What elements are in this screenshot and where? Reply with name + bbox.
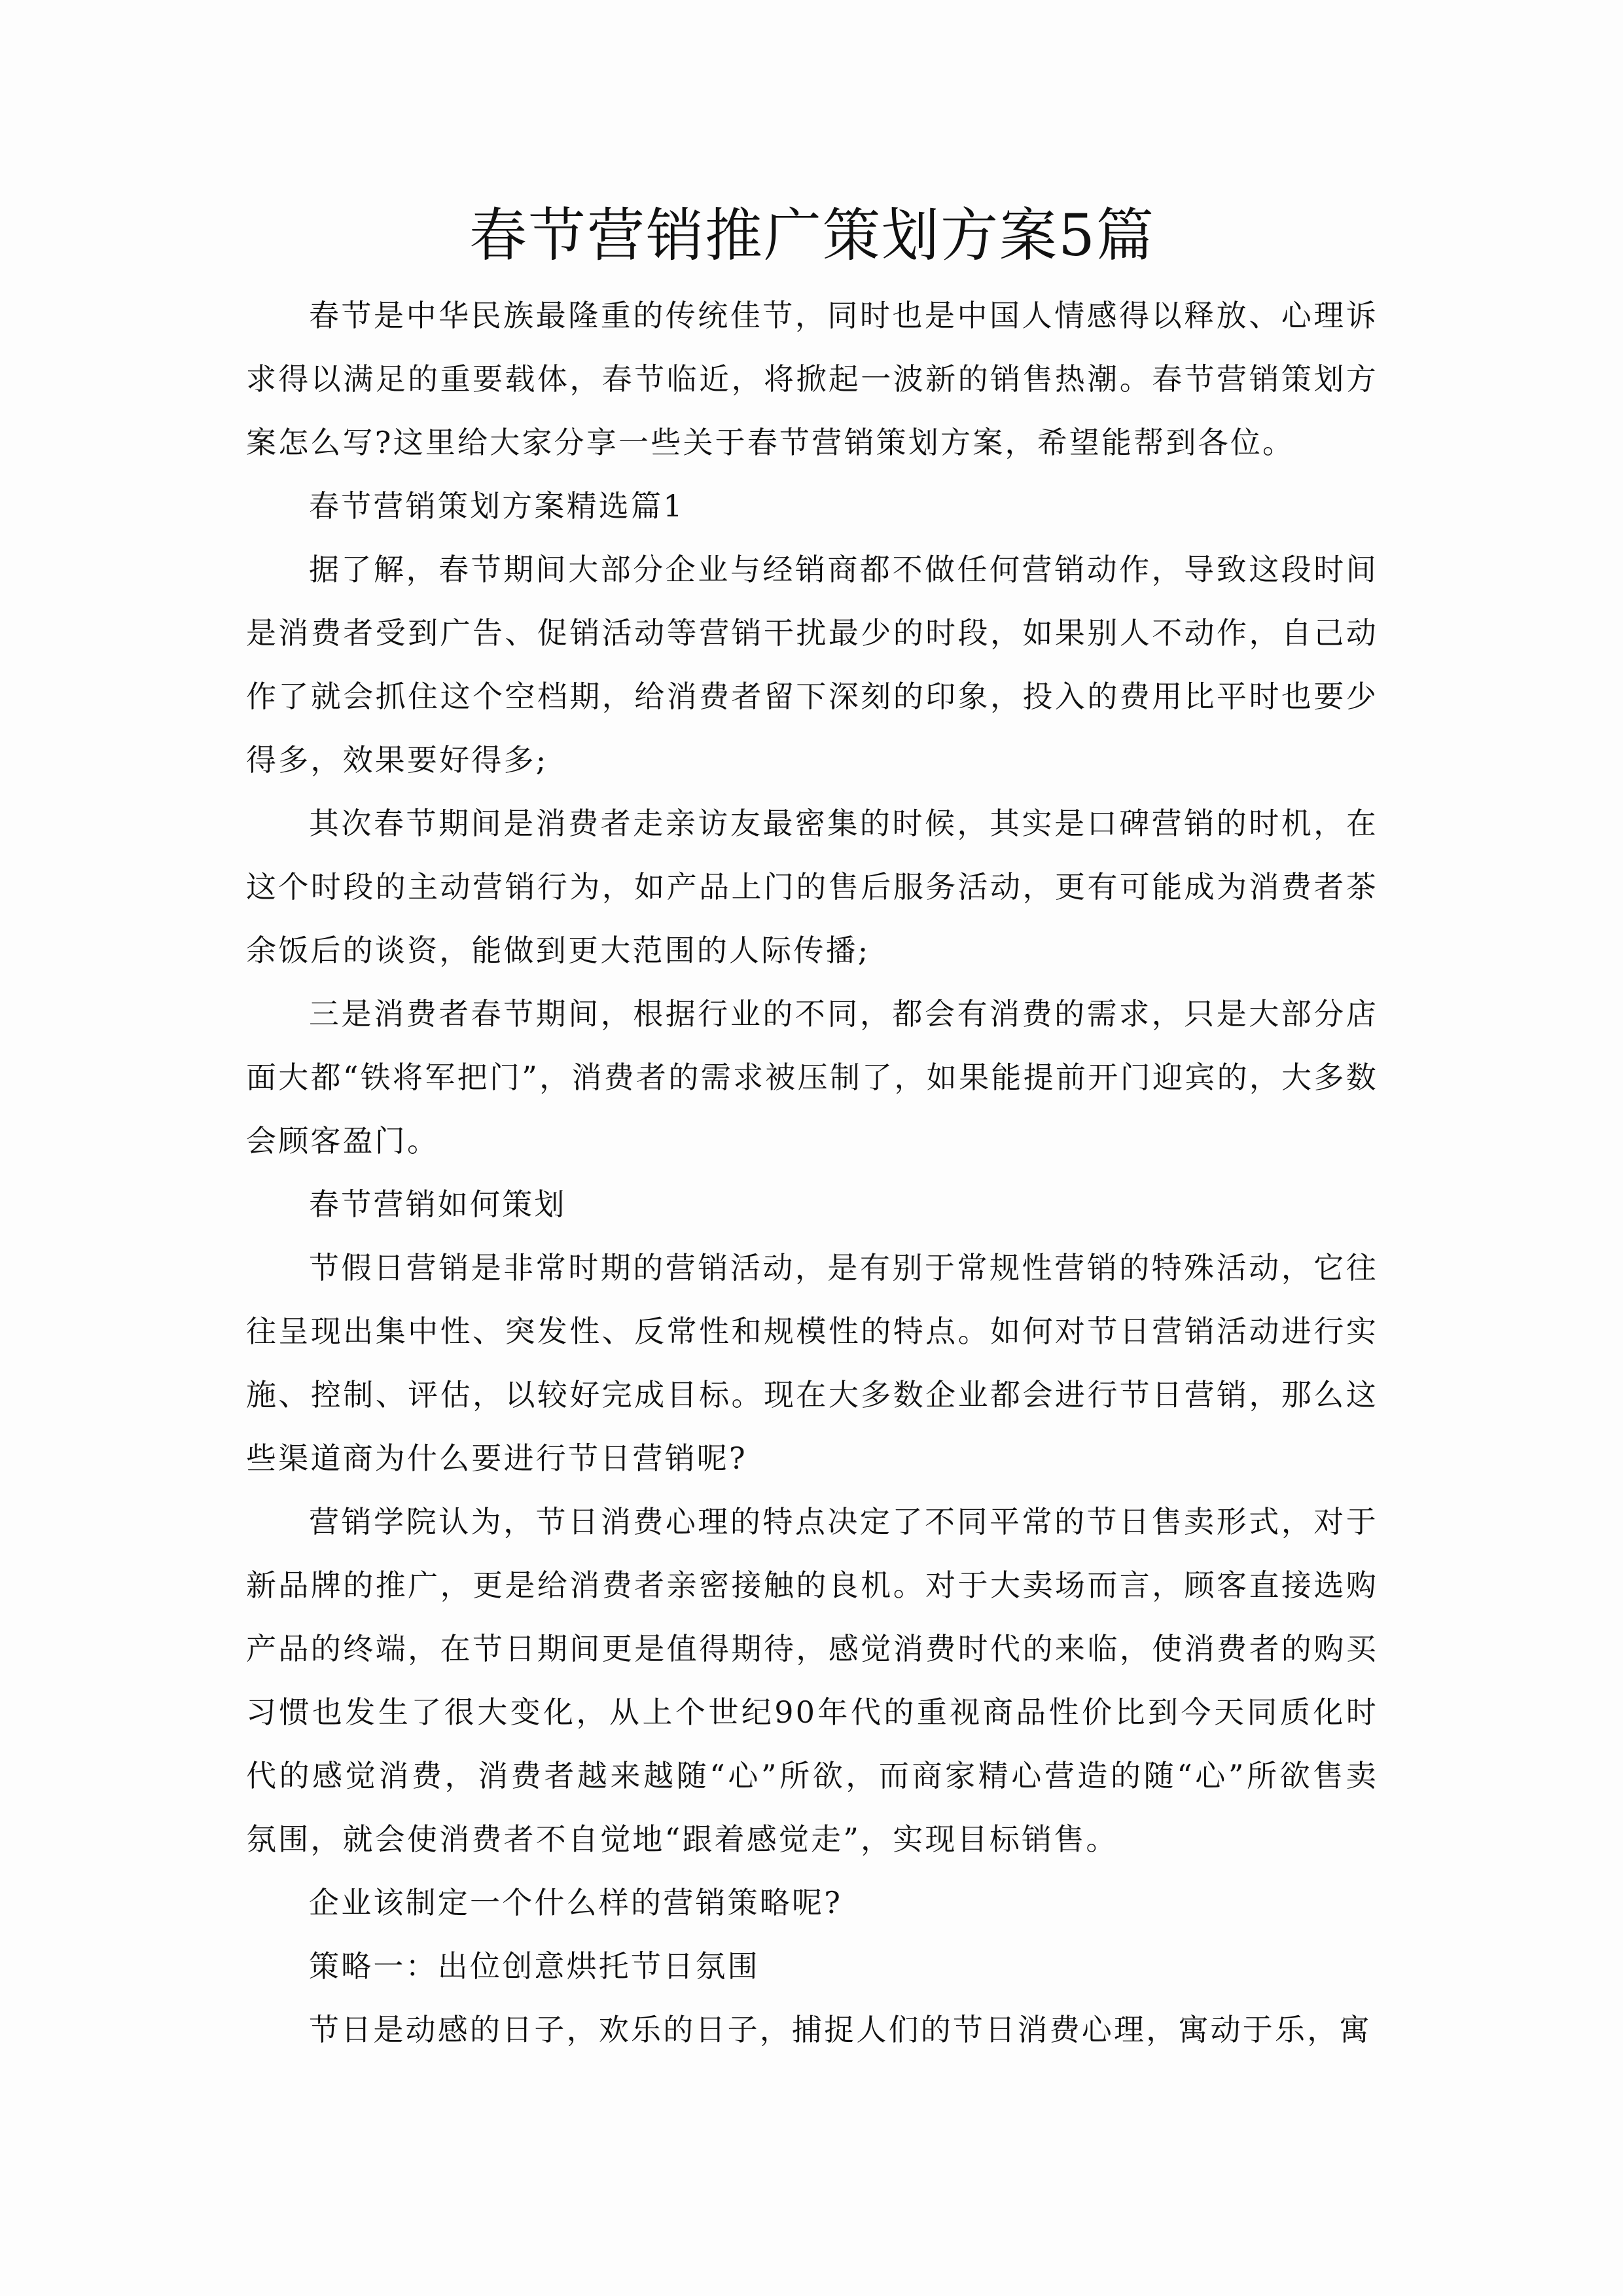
strategy-heading-1: 策略一：出位创意烘托节日氛围 (309, 1948, 760, 1984)
section-heading-1: 春节营销策划方案精选篇1 (309, 488, 685, 524)
body-paragraph: 节假日营销是非常时期的营销活动，是有别于常规性营销的特殊活动，它往往呈现出集中性、突发性、反常性和规模性的特点。如何对节日营销活动进行实施、控制、评估，以较好完成目标。现在大多数企业都会进行节日营销，那么这些渠道商为什么要进行节日营销呢? (246, 1250, 1378, 1476)
body-paragraph: 营销学院认为，节日消费心理的特点决定了不同平常的节日售卖形式，对于新品牌的推广，更是给消费者亲密接触的良机。对于大卖场而言，顾客直接选购产品的终端，在节日期间更是值得期待，感觉消费时代的来临，使消费者的购买习惯也发生了很大变化，从上个世纪90年代的重视商品性价比到今天同质化时代的感觉消费，消费者越来越随“心”所欲，而商家精心营造的随“心”所欲售卖氛围，就会使消费者不自觉地“跟着感觉走”，实现目标销售。 (246, 1504, 1378, 1857)
section-heading-3: 企业该制定一个什么样的营销策略呢? (309, 1885, 843, 1920)
document-title: 春节营销推广策划方案5篇 (469, 202, 1155, 269)
body-paragraph: 节日是动感的日子，欢乐的日子，捕捉人们的节日消费心理，寓动于乐，寓 (309, 2012, 1372, 2047)
body-paragraph: 其次春节期间是消费者走亲访友最密集的时候，其实是口碑营销的时机，在这个时段的主动营销行为，如产品上门的售后服务活动，更有可能成为消费者茶余饭后的谈资，能做到更大范围的人际传播; (246, 806, 1378, 968)
section-heading-2: 春节营销如何策划 (309, 1187, 567, 1222)
body-paragraph: 三是消费者春节期间，根据行业的不同，都会有消费的需求，只是大部分店面大都“铁将军把门”，消费者的需求被压制了，如果能提前开门迎宾的，大多数会顾客盈门。 (246, 996, 1378, 1158)
intro-paragraph: 春节是中华民族最隆重的传统佳节，同时也是中国人情感得以释放、心理诉求得以满足的重要载体，春节临近，将掀起一波新的销售热潮。春节营销策划方案怎么写?这里给大家分享一些关于春节营销策划方案，希望能帮到各位。 (246, 298, 1378, 460)
document-page (246, 196, 1378, 2062)
body-paragraph: 据了解，春节期间大部分企业与经销商都不做任何营销动作，导致这段时间是消费者受到广告、促销活动等营销干扰最少的时段，如果别人不动作，自己动作了就会抓住这个空档期，给消费者留下深刻的印象，投入的费用比平时也要少得多，效果要好得多; (246, 552, 1378, 778)
